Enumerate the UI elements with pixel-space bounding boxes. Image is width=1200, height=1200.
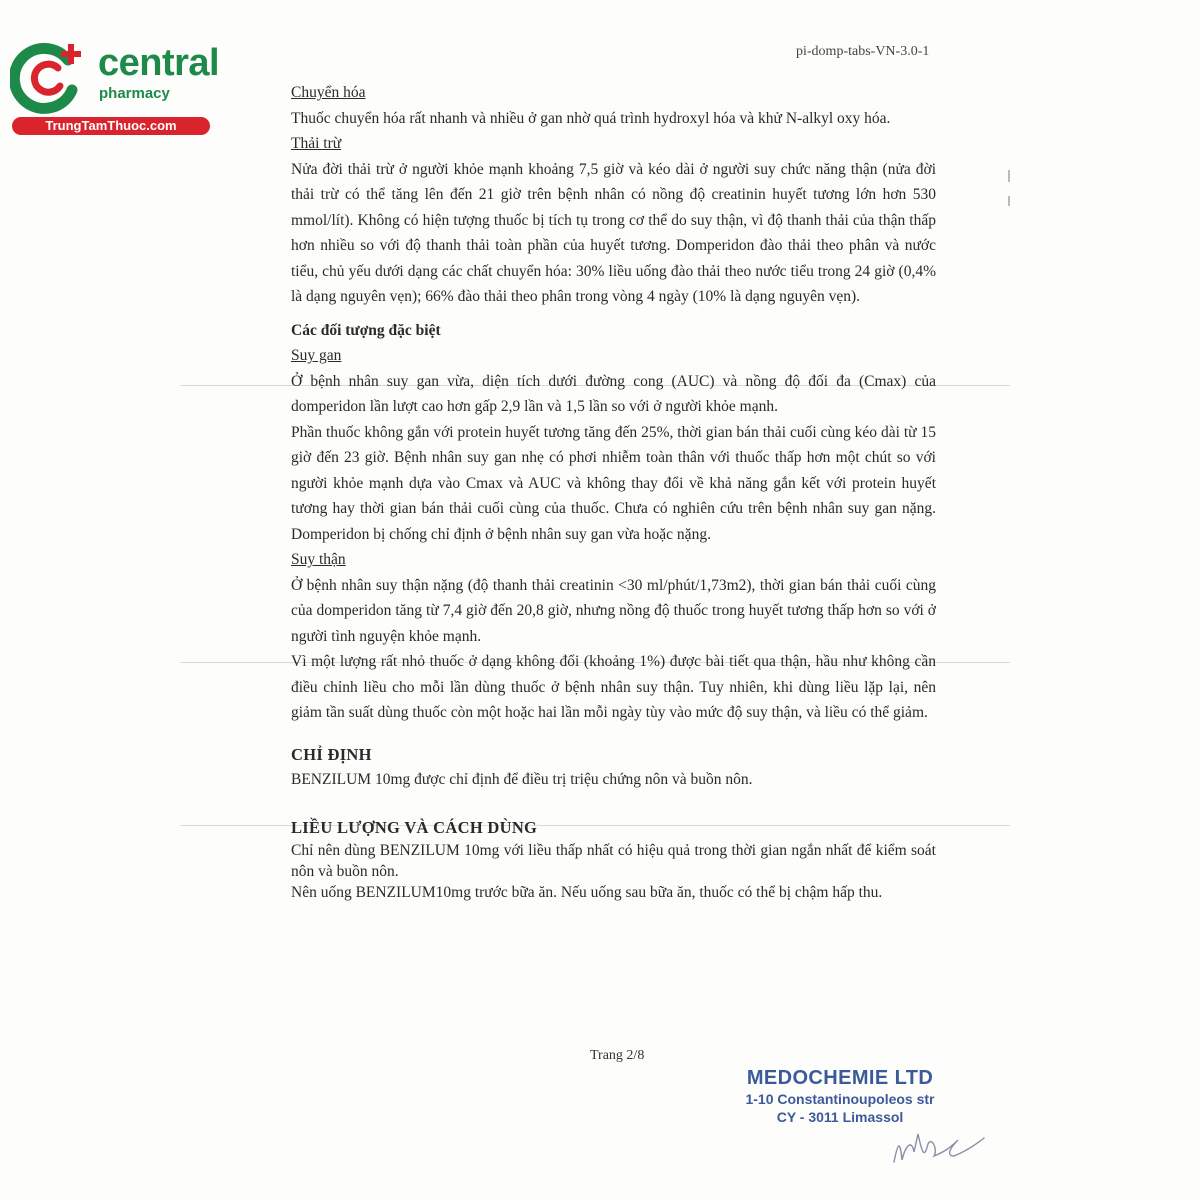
- page-number: Trang 2/8: [590, 1048, 645, 1063]
- kidney-text-1: Ở bệnh nhân suy thận nặng (độ thanh thải creatinin <30 ml/phút/1,73m2), thời gian bán thải cuối cùng của domperidon tăng từ 7,4 giờ đến 20,8 giờ, nhưng nồng độ thuốc trong huyết tương thấp hơn so với ở người tình nguyện khỏe mạnh.: [291, 576, 936, 645]
- signature-icon: [888, 1122, 988, 1172]
- dosage-heading: LIỀU LƯỢNG VÀ CÁCH DÙNG: [291, 817, 538, 837]
- metabolism-text: Thuốc chuyển hóa rất nhanh và nhiều ở gan nhờ quá trình hydroxyl hóa và khử N-alkyl oxy hóa.: [291, 109, 891, 127]
- logo-subtitle: pharmacy: [99, 85, 170, 102]
- document-code: pi-domp-tabs-VN-3.0-1: [796, 44, 930, 59]
- stamp-company-name: MEDOCHEMIE LTD: [746, 1067, 934, 1089]
- elimination-text: Nửa đời thải trừ ở người khỏe mạnh khoảng 7,5 giờ và kéo dài ở người suy chức năng thận (nửa đời thải trừ có thể tăng lên đến 21 giờ trên bệnh nhân có nồng độ creatinin huyết tương lớn hơn 530 mmol/lít). Không có hiện tượng thuốc bị tích tụ trong cơ thể do suy thận, vì độ thanh thải của thận thấp hơn nhiều so với độ thanh thải toàn phần của huyết tương. Domperidon đào thải theo phân và nước tiểu, chủ yếu dưới dạng các chất chuyển hóa: 30% liều uống đào thải theo nước tiểu trong 24 giờ (0,4% là dạng nguyên vẹn); 66% đào thải theo phân trong vòng 4 ngày (10% là dạng nguyên vẹn).: [291, 160, 936, 305]
- special-populations-heading: Các đối tượng đặc biệt: [291, 321, 441, 339]
- logo-name: central: [98, 42, 220, 84]
- kidney-heading: Suy thận: [291, 551, 346, 568]
- stamp-address: 1-10 Constantinoupoleos str: [745, 1091, 935, 1107]
- scan-mark: [1008, 170, 1010, 182]
- dosage-text-2: Nên uống BENZILUM10mg trước bữa ăn. Nếu uống sau bữa ăn, thuốc có thể bị chậm hấp thu.: [291, 884, 883, 901]
- scan-mark: [1008, 196, 1010, 206]
- stamp-city: CY - 3011 Limassol: [776, 1109, 904, 1125]
- kidney-text-2: Vì một lượng rất nhỏ thuốc ở dạng không đổi (khoảng 1%) được bài tiết qua thận, hầu như không cần điều chỉnh liều cho mỗi lần dùng thuốc ở bệnh nhân suy thận. Tuy nhiên, khi dùng liều lặp lại, nên giảm tần suất dùng thuốc còn một hoặc hai lần mỗi ngày tùy vào mức độ suy thận, và liều có thể giảm.: [291, 653, 936, 721]
- document-body: [291, 80, 936, 903]
- elimination-heading: Thải trừ: [291, 135, 342, 152]
- metabolism-heading: Chuyển hóa: [291, 84, 366, 101]
- liver-text-2: Phần thuốc không gắn với protein huyết tương tăng đến 25%, thời gian bán thải cuối cùng kéo dài từ 15 giờ đến 23 giờ. Bệnh nhân suy gan nhẹ có phơi nhiễm toàn thân với thuốc thấp hơn một chút so với người khỏe mạnh dựa vào Cmax và AUC và không thay đổi về khả năng gắn kết với protein huyết tương hay thời gian bán thải cuối cùng của thuốc. Chưa có nghiên cứu trên bệnh nhân suy gan nặng. Domperidon bị chống chỉ định ở bệnh nhân suy gan vừa hoặc nặng.: [291, 423, 936, 543]
- liver-heading: Suy gan: [291, 347, 342, 364]
- company-stamp: [740, 1066, 940, 1126]
- logo-banner[interactable]: TrungTamThuoc.com: [12, 117, 210, 135]
- liver-text-1: Ở bệnh nhân suy gan vừa, diện tích dưới đường cong (AUC) và nồng độ đối đa (Cmax) của domperidon lần lượt cao hơn gấp 2,9 lần và 1,5 lần so với ở người khỏe mạnh.: [291, 372, 936, 415]
- pharmacy-cross-icon: [10, 38, 90, 118]
- indication-heading: CHỈ ĐỊNH: [291, 744, 372, 764]
- indication-text: BENZILUM 10mg được chỉ định để điều trị triệu chứng nôn và buồn nôn.: [291, 771, 753, 788]
- dosage-text-1: Chỉ nên dùng BENZILUM 10mg với liều thấp nhất có hiệu quả trong thời gian ngắn nhất để kiểm soát nôn và buồn nôn.: [291, 842, 936, 880]
- central-pharmacy-logo[interactable]: [10, 38, 220, 138]
